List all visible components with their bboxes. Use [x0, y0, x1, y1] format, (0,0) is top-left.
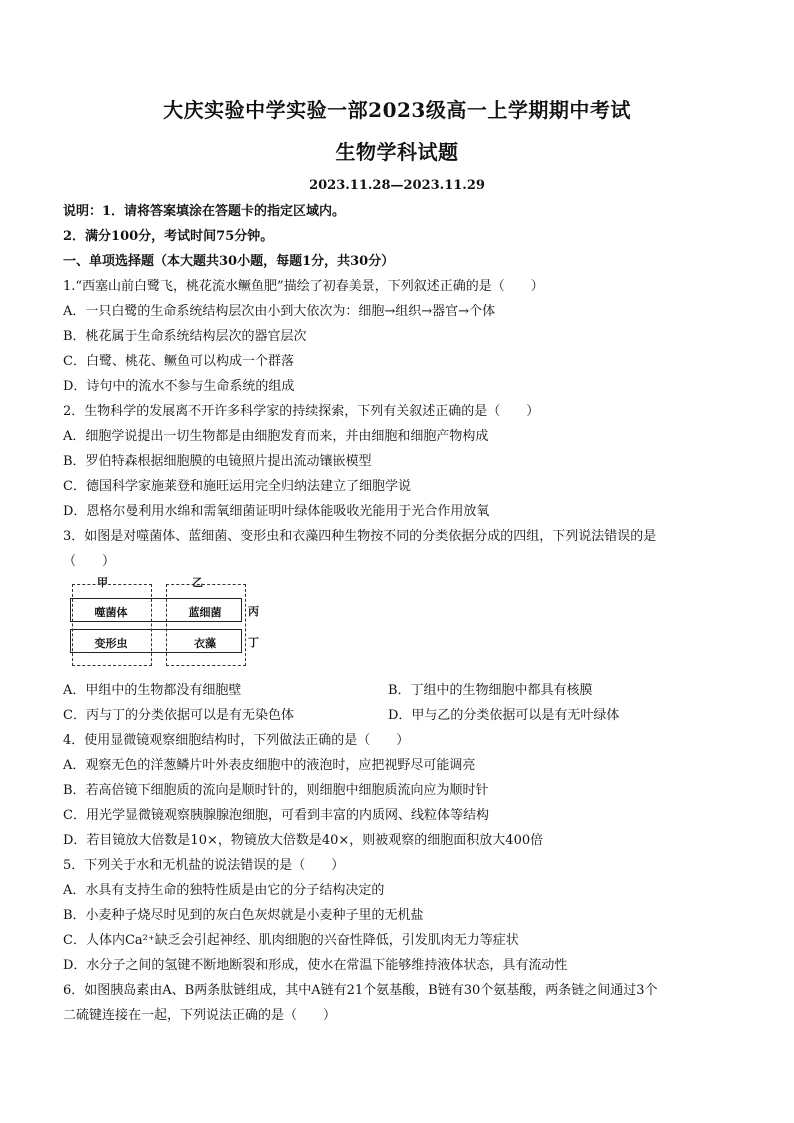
section-heading: 一、单项选择题（本大题共30小题，每题1分，共30分）	[63, 254, 395, 269]
instruction-line-2: 2．满分100分，考试时间75分钟。	[63, 229, 274, 244]
q4-option-c: C．用光学显微镜观察胰腺腺泡细胞，可看到丰富的内质网、线粒体等结构	[63, 808, 489, 823]
exam-date: 2023.11.28—2023.11.29	[309, 178, 485, 193]
q4-option-d: D．若目镜放大倍数是10×，物镜放大倍数是40×，则被观察的细胞面积放大400倍	[63, 833, 544, 848]
q5-option-b: B．小麦种子烧尽时见到的灰白色灰烬就是小麦种子里的无机盐	[63, 908, 424, 923]
instruction-line-1: 说明：1．请将答案填涂在答题卡的指定区域内。	[63, 204, 346, 219]
q4-stem: 4．使用显微镜观察细胞结构时，下列做法正确的是（ ）	[63, 733, 410, 748]
q6-stem-continued: 二硫键连接在一起，下列说法正确的是（ ）	[63, 1008, 337, 1023]
q3-option-a: A．甲组中的生物都没有细胞壁	[63, 683, 242, 698]
exam-title: 大庆实验中学实验一部2023级高一上学期期中考试	[163, 98, 631, 122]
q1-option-d: D．诗句中的流水不参与生命系统的组成	[63, 379, 295, 394]
q2-option-d: D．恩格尔曼利用水绵和需氧细菌证明叶绿体能吸收光能用于光合作用放氧	[63, 504, 490, 519]
q3-option-b: B．丁组中的生物细胞中都具有核膜	[388, 683, 593, 698]
q1-option-c: C．白鹭、桃花、鳜鱼可以构成一个群落	[63, 354, 294, 369]
q3-options-row-2	[63, 704, 743, 723]
q3-stem: 3．如图是对噬菌体、蓝细菌、变形虫和衣藻四种生物按不同的分类依据分成的四组，下列说法错误的是	[63, 529, 657, 544]
q4-option-b: B．若高倍镜下细胞质的流向是顺时针的，则细胞中细胞质流向应为顺时针	[63, 783, 489, 798]
q3-stem-continued: （ ）	[63, 554, 116, 569]
group-jia-label: 甲	[97, 576, 108, 589]
q6-stem: 6．如图胰岛素由A、B两条肽链组成，其中A链有21个氨基酸，B链有30个氨基酸，两条链之间通过3个	[63, 983, 658, 998]
q1-stem: 1.“西塞山前白鹭飞，桃花流水鳜鱼肥”描绘了初春美景，下列叙述正确的是（ ）	[63, 279, 544, 294]
group-yi-label: 乙	[192, 576, 203, 589]
cell-bacteriophage: 噬菌体	[94, 606, 128, 619]
q5-option-d: D．水分子之间的氢键不断地断裂和形成，使水在常温下能够维持液体状态，具有流动性	[63, 958, 568, 973]
q2-option-c: C．德国科学家施莱登和施旺运用完全归纳法建立了细胞学说	[63, 479, 411, 494]
cell-cyanobacteria: 蓝细菌	[188, 606, 222, 619]
cell-amoeba: 变形虫	[94, 637, 128, 650]
q5-option-c: C．人体内Ca²⁺缺乏会引起神经、肌肉细胞的兴奋性降低，引发肌肉无力等症状	[63, 933, 519, 948]
exam-subject-title: 生物学科试题	[335, 140, 459, 164]
row-ding-label: 丁	[248, 636, 259, 649]
q5-stem: 5．下列关于水和无机盐的说法错误的是（ ）	[63, 858, 345, 873]
group-jia-box	[72, 584, 152, 666]
q3-option-d: D．甲与乙的分类依据可以是有无叶绿体	[388, 708, 620, 723]
group-yi-box	[166, 584, 246, 666]
q3-option-c: C．丙与丁的分类依据可以是有无染色体	[63, 708, 294, 723]
q2-stem: 2．生物科学的发展离不开许多科学家的持续探索，下列有关叙述正确的是（ ）	[63, 404, 540, 419]
cell-chlamydomonas: 衣藻	[194, 637, 216, 650]
q1-option-b: B．桃花属于生命系统结构层次的器官层次	[63, 329, 307, 344]
q2-option-b: B．罗伯特森根据细胞膜的电镜照片提出流动镶嵌模型	[63, 454, 372, 469]
q4-option-a: A．观察无色的洋葱鳞片叶外表皮细胞中的液泡时，应把视野尽可能调亮	[63, 758, 476, 773]
row-bing-label: 丙	[248, 605, 259, 618]
classification-diagram	[70, 574, 270, 666]
q1-option-a: A．一只白鹭的生命系统结构层次由小到大依次为：细胞→组织→器官→个体	[63, 304, 496, 319]
q3-options-row-1	[63, 679, 743, 698]
q5-option-a: A．水具有支持生命的独特性质是由它的分子结构决定的	[63, 883, 385, 898]
q2-option-a: A．细胞学说提出一切生物都是由细胞发育而来，并由细胞和细胞产物构成	[63, 429, 489, 444]
